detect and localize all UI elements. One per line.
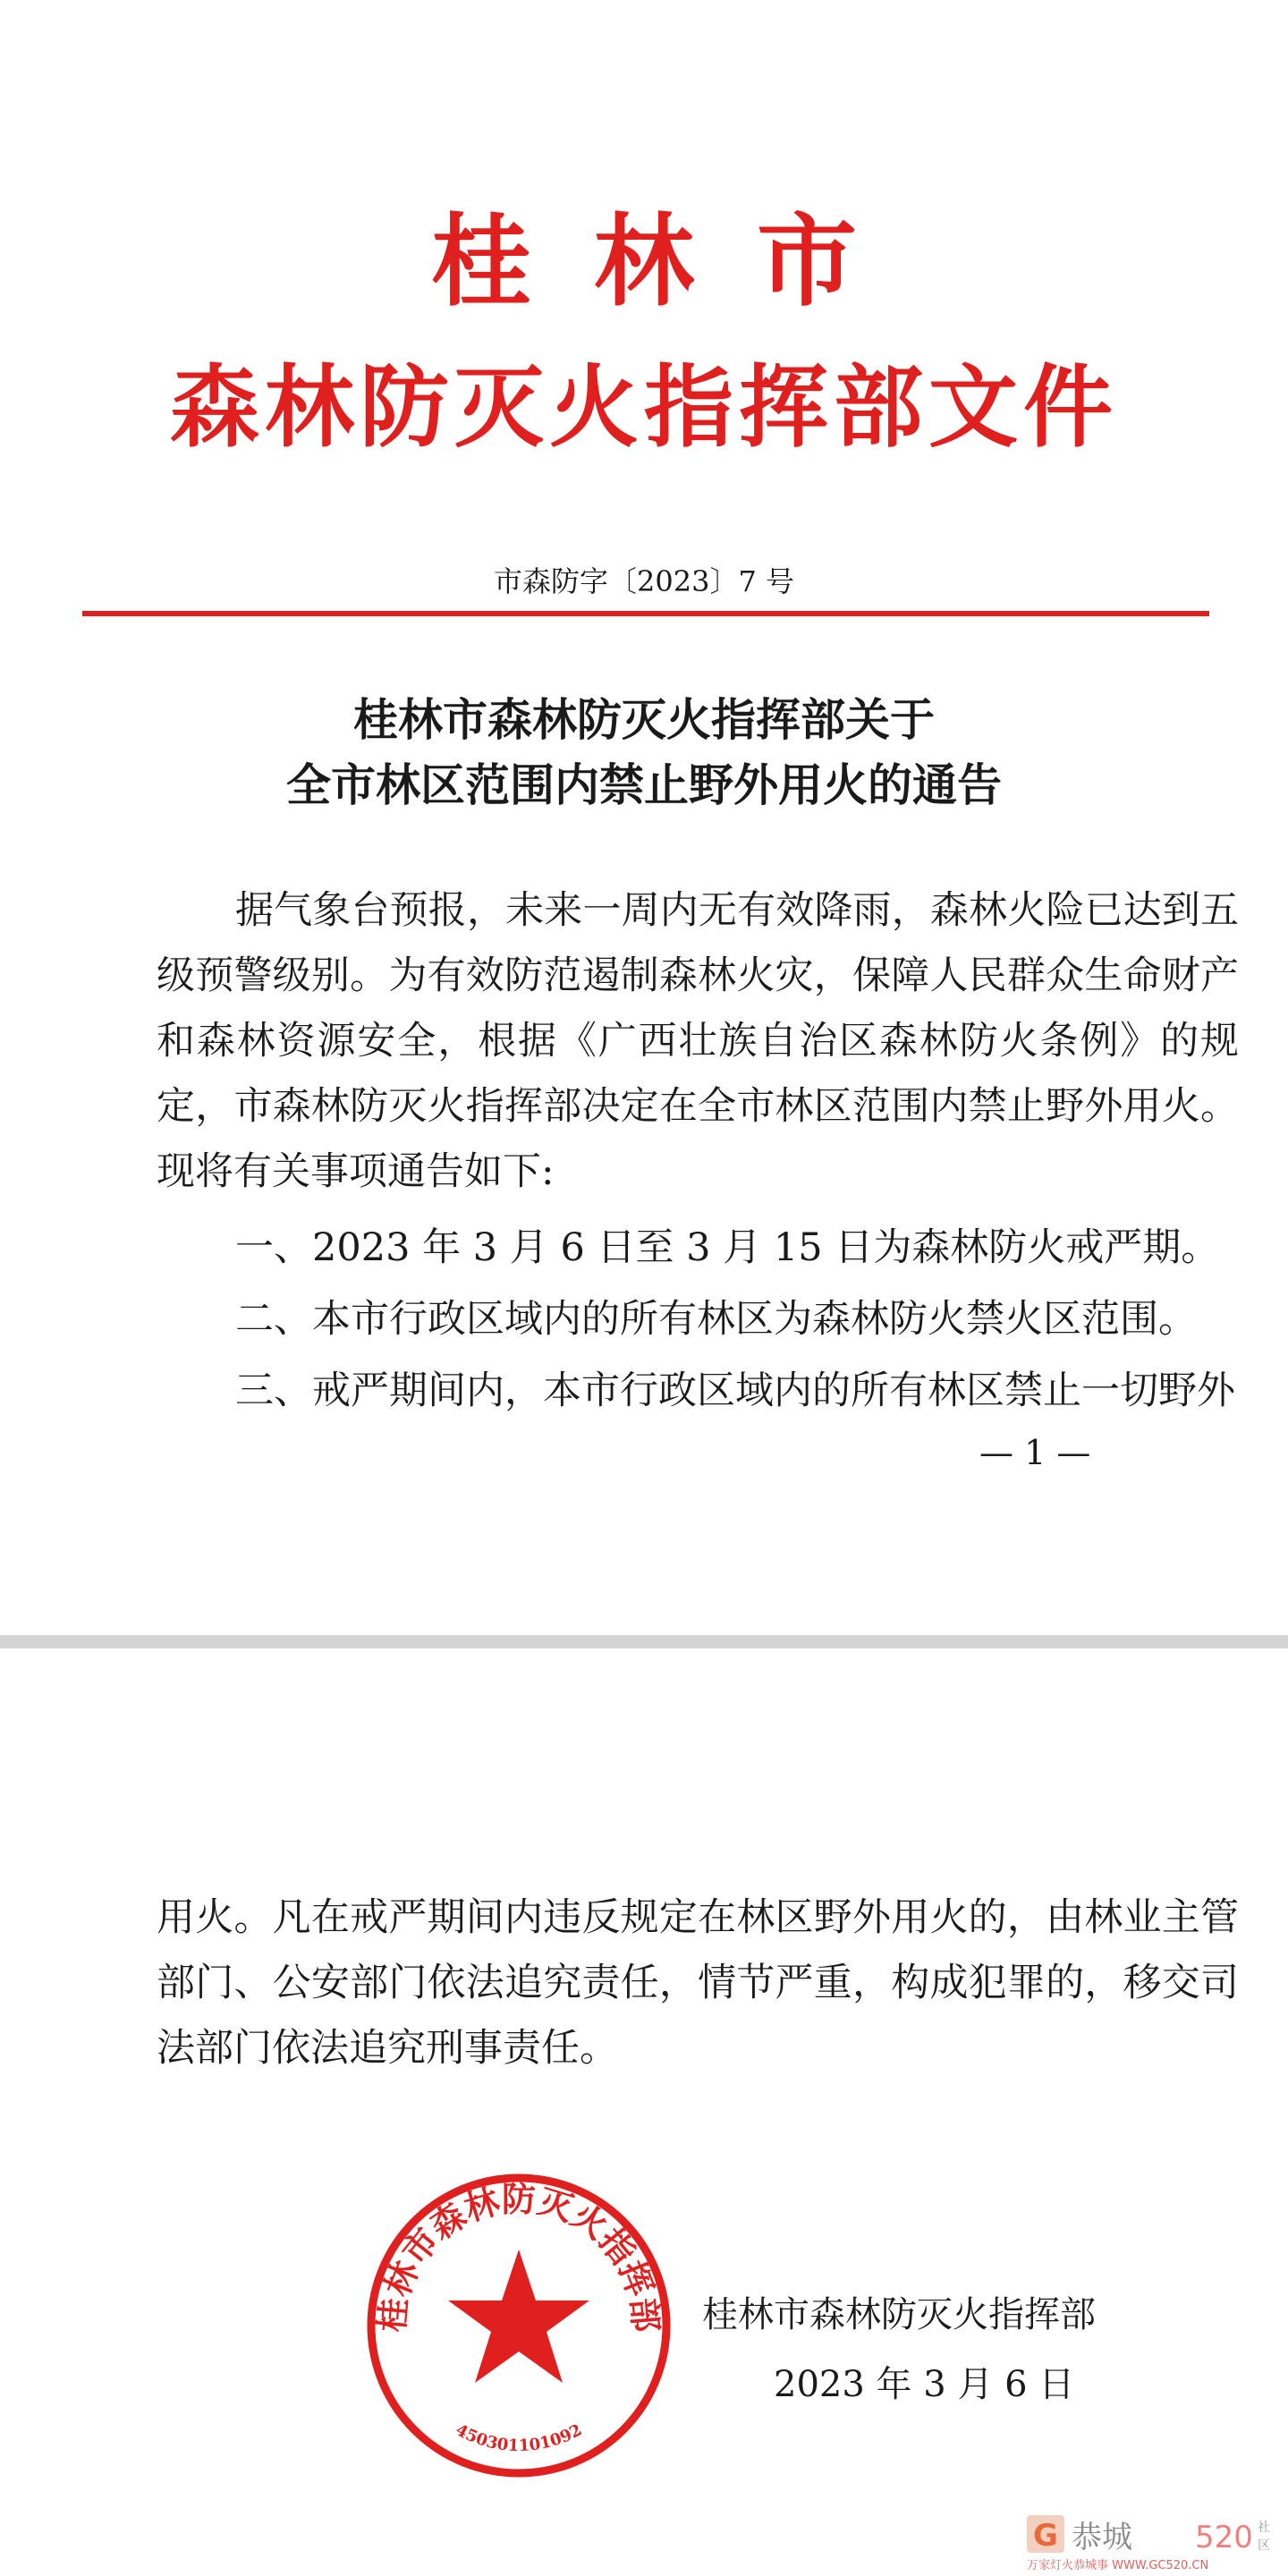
signature-org: 桂林市森林防灭火指挥部 bbox=[702, 2294, 1096, 2335]
org-title: 桂林市 bbox=[431, 203, 919, 320]
star-icon bbox=[448, 2250, 589, 2383]
svg-text:万家灯火恭城事 WWW.GC520.CN: 万家灯火恭城事 WWW.GC520.CN bbox=[1027, 2559, 1209, 2572]
list-item: 二、本市行政区域内的所有林区为森林防火禁火区范围。 bbox=[235, 1297, 1197, 1342]
red-divider bbox=[82, 611, 1209, 616]
watermark-logo bbox=[1025, 2512, 1284, 2574]
svg-text:社: 社 bbox=[1258, 2521, 1270, 2535]
page-separator bbox=[0, 1635, 1288, 1648]
signature-date: 2023 年 3 月 6 日 bbox=[774, 2364, 1075, 2405]
svg-text:450301101092: 450301101092 bbox=[452, 2420, 586, 2456]
svg-text:桂林市森林防灭火指挥部: 桂林市森林防灭火指挥部 bbox=[370, 2179, 667, 2334]
svg-text:G: G bbox=[1033, 2518, 1058, 2554]
notice-title-line1: 桂林市森林防灭火指挥部关于 bbox=[353, 693, 935, 746]
svg-text:恭城: 恭城 bbox=[1072, 2520, 1132, 2555]
list-item: 三、戒严期间内，本市行政区域内的所有林区禁止一切野外 bbox=[235, 1368, 1235, 1413]
doc-type-title: 森林防灭火指挥部文件 bbox=[170, 354, 1118, 460]
item-list bbox=[157, 1212, 1239, 1427]
official-seal bbox=[358, 2165, 680, 2487]
continuation-paragraph: 用火。凡在戒严期间内违反规定在林区野外用火的，由林业主管部门、公安部门依法追究责任，情节严重，构成犯罪的，移交司法部门依法追究刑事责任。 bbox=[157, 1895, 1239, 2071]
document-number: 市森防字〔2023〕7 号 bbox=[494, 564, 794, 598]
svg-text:520: 520 bbox=[1195, 2520, 1253, 2555]
page1-body bbox=[157, 878, 1239, 1475]
intro-paragraph: 据气象台预报，未来一周内无有效降雨，森林火险已达到五级预警级别。为有效防范遏制森林火灾，保障人民群众生命财产和森林资源安全，根据《广西壮族自治区森林防火条例》的规定，市森林防灭火指挥部决定在全市林区范围内禁止野外用火。现将有关事项通告如下: bbox=[157, 888, 1239, 1194]
svg-text:区: 区 bbox=[1258, 2538, 1270, 2553]
notice-title-line2: 全市林区范围内禁止野外用火的通告 bbox=[286, 758, 1002, 811]
list-item: 一、2023 年 3 月 6 日至 3 月 15 日为森林防火戒严期。 bbox=[235, 1225, 1220, 1270]
page-number: — 1 — bbox=[979, 1433, 1091, 1472]
